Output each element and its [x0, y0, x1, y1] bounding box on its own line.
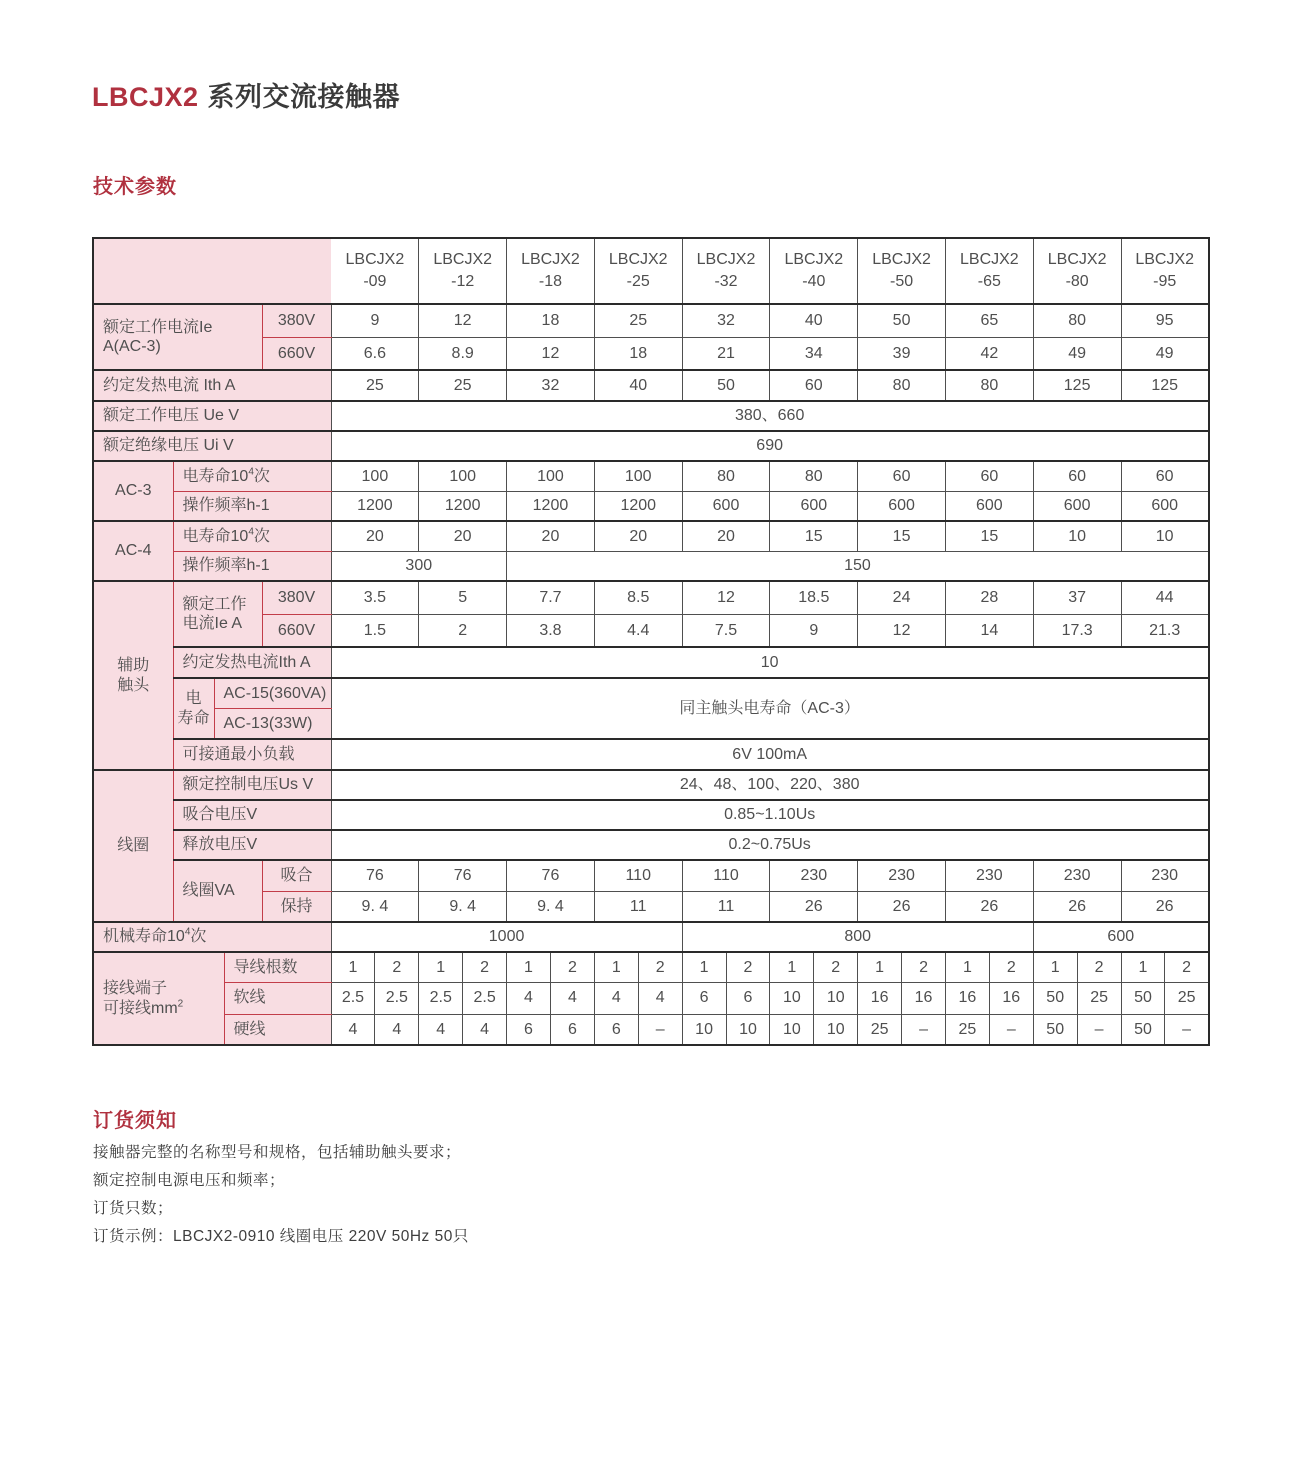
value-cell: 100	[507, 461, 595, 491]
value-cell: 25	[1077, 982, 1121, 1014]
value-cell: 9. 4	[507, 891, 595, 922]
value-cell: 1	[1033, 952, 1077, 982]
value-cell: 4	[594, 982, 638, 1014]
value-cell: 2	[989, 952, 1033, 982]
value-cell: 16	[902, 982, 946, 1014]
row-label-cell: 约定发热电流 Ith A	[93, 370, 331, 401]
value-cell: 80	[770, 461, 858, 491]
value-cell: –	[989, 1014, 1033, 1045]
value-cell: 125	[1033, 370, 1121, 401]
value-cell: 150	[507, 551, 1209, 581]
value-cell: 4	[550, 982, 594, 1014]
value-cell: 37	[1033, 581, 1121, 614]
value-cell: 49	[1121, 337, 1209, 370]
value-cell: 76	[507, 860, 595, 891]
value-cell: 6	[550, 1014, 594, 1045]
value-cell: 690	[331, 431, 1209, 461]
model-header-cell: LBCJX2 -25	[594, 238, 682, 304]
value-cell: 230	[770, 860, 858, 891]
value-cell: 600	[682, 491, 770, 521]
value-cell: 25	[419, 370, 507, 401]
value-cell: 100	[419, 461, 507, 491]
value-cell: 60	[770, 370, 858, 401]
value-cell: 2	[1077, 952, 1121, 982]
value-cell: 4	[638, 982, 682, 1014]
row-label-cell: 操作频率h-1	[173, 551, 331, 581]
value-cell: 1200	[594, 491, 682, 521]
value-cell: 2	[638, 952, 682, 982]
value-cell: 600	[1121, 491, 1209, 521]
value-cell: 4	[331, 1014, 375, 1045]
row-label-cell: AC-3	[93, 461, 173, 521]
value-cell: 26	[770, 891, 858, 922]
value-cell: 7.7	[507, 581, 595, 614]
value-cell: 12	[507, 337, 595, 370]
model-header-cell: LBCJX2 -32	[682, 238, 770, 304]
value-cell: 40	[594, 370, 682, 401]
value-cell: 230	[858, 860, 946, 891]
value-cell: 21	[682, 337, 770, 370]
value-cell: 6	[594, 1014, 638, 1045]
value-cell: 60	[1033, 461, 1121, 491]
row-label-cell: 额定绝缘电压 Ui V	[93, 431, 331, 461]
value-cell: 4	[507, 982, 551, 1014]
value-cell: 1	[594, 952, 638, 982]
value-cell: 2	[902, 952, 946, 982]
value-cell: 25	[1165, 982, 1209, 1014]
table-row	[93, 1014, 1209, 1045]
value-cell: 76	[419, 860, 507, 891]
row-label-cell: 可接通最小负载	[173, 739, 331, 770]
table-row	[93, 922, 1209, 952]
row-label-cell: 保持	[262, 891, 331, 922]
value-cell: 16	[945, 982, 989, 1014]
model-header-cell: LBCJX2 -18	[507, 238, 595, 304]
value-cell: 21.3	[1121, 614, 1209, 647]
value-cell: 16	[858, 982, 902, 1014]
row-label-cell: 额定工作 电流Ie A	[173, 581, 262, 647]
value-cell: 12	[682, 581, 770, 614]
table-row	[93, 401, 1209, 431]
value-cell: 125	[1121, 370, 1209, 401]
value-cell: 1.5	[331, 614, 419, 647]
row-label-cell: 释放电压V	[173, 830, 331, 860]
value-cell: 40	[770, 304, 858, 337]
value-cell: 20	[419, 521, 507, 551]
row-label-cell: 软线	[224, 982, 331, 1014]
value-cell: 15	[945, 521, 1033, 551]
value-cell: 39	[858, 337, 946, 370]
row-label-cell: 机械寿命$10^4$次	[93, 922, 331, 952]
value-cell: 6	[682, 982, 726, 1014]
table-row	[93, 521, 1209, 551]
table-row	[93, 982, 1209, 1014]
row-label-cell: 硬线	[224, 1014, 331, 1045]
value-cell: 18	[594, 337, 682, 370]
value-cell: –	[1077, 1014, 1121, 1045]
table-row	[93, 581, 1209, 614]
value-cell: 15	[858, 521, 946, 551]
value-cell: 50	[1121, 982, 1165, 1014]
value-cell: 2.5	[463, 982, 507, 1014]
value-cell: 10	[1121, 521, 1209, 551]
value-cell: 4	[463, 1014, 507, 1045]
value-cell: 6	[507, 1014, 551, 1045]
value-cell: 2	[814, 952, 858, 982]
value-cell: 20	[682, 521, 770, 551]
value-cell: 65	[945, 304, 1033, 337]
row-label-cell: 吸合电压V	[173, 800, 331, 830]
order-note-line: 接触器完整的名称型号和规格，包括辅助触头要求；	[93, 1144, 462, 1161]
value-cell: 60	[945, 461, 1033, 491]
value-cell: 1	[331, 952, 375, 982]
value-cell: 1	[770, 952, 814, 982]
value-cell: 76	[331, 860, 419, 891]
value-cell: 20	[331, 521, 419, 551]
row-label-cell: 电寿命$10^4$次	[173, 521, 331, 551]
row-label-cell: 导线根数	[224, 952, 331, 982]
table-row	[93, 860, 1209, 891]
table-row	[93, 491, 1209, 521]
value-cell: 10	[1033, 521, 1121, 551]
value-cell: 18.5	[770, 581, 858, 614]
value-cell: 20	[594, 521, 682, 551]
value-cell: 600	[945, 491, 1033, 521]
value-cell: 8.5	[594, 581, 682, 614]
value-cell: 4	[375, 1014, 419, 1045]
value-cell: 0.85~1.10Us	[331, 800, 1209, 830]
value-cell: 2.5	[375, 982, 419, 1014]
value-cell: 14	[945, 614, 1033, 647]
spec-table-body	[93, 238, 1209, 1045]
model-header-cell: LBCJX2 -40	[770, 238, 858, 304]
spec-table	[92, 237, 1210, 1046]
value-cell: 2	[726, 952, 770, 982]
value-cell: 2.5	[331, 982, 375, 1014]
row-label-cell: AC-15(360VA)	[214, 678, 331, 708]
value-cell: 12	[419, 304, 507, 337]
value-cell: 9	[770, 614, 858, 647]
row-label-cell: 额定工作电压 Ue V	[93, 401, 331, 431]
value-cell: 2	[463, 952, 507, 982]
value-cell: 6V 100mA	[331, 739, 1209, 770]
row-label-cell: 380V	[262, 304, 331, 337]
value-cell: 100	[331, 461, 419, 491]
value-cell: 32	[682, 304, 770, 337]
value-cell: 380、660	[331, 401, 1209, 431]
value-cell: 95	[1121, 304, 1209, 337]
value-cell: 4.4	[594, 614, 682, 647]
value-cell: 28	[945, 581, 1033, 614]
value-cell: 600	[858, 491, 946, 521]
value-cell: 24	[858, 581, 946, 614]
row-label-cell: 额定控制电压Us V	[173, 770, 331, 800]
value-cell: 110	[682, 860, 770, 891]
value-cell: 2.5	[419, 982, 463, 1014]
value-cell: 110	[594, 860, 682, 891]
order-note-line: 订货只数；	[93, 1200, 174, 1217]
value-cell: 10	[814, 1014, 858, 1045]
table-row	[93, 739, 1209, 770]
value-cell: 25	[945, 1014, 989, 1045]
value-cell: 600	[1033, 922, 1209, 952]
table-row	[93, 952, 1209, 982]
row-label-cell: 辅助 触头	[93, 581, 173, 770]
corner-cell	[93, 238, 331, 304]
value-cell: –	[902, 1014, 946, 1045]
row-label-cell: 线圈	[93, 770, 173, 922]
value-cell: 1200	[331, 491, 419, 521]
value-cell: 10	[331, 647, 1209, 678]
value-cell: 26	[1033, 891, 1121, 922]
value-cell: 17.3	[1033, 614, 1121, 647]
value-cell: 0.2~0.75Us	[331, 830, 1209, 860]
table-row	[93, 461, 1209, 491]
row-label-cell: AC-13(33W)	[214, 708, 331, 739]
value-cell: 10	[770, 1014, 814, 1045]
value-cell: 4	[419, 1014, 463, 1045]
value-cell: 50	[1033, 1014, 1077, 1045]
model-header-cell: LBCJX2 -95	[1121, 238, 1209, 304]
value-cell: 3.5	[331, 581, 419, 614]
value-cell: 2	[419, 614, 507, 647]
value-cell: 25	[858, 1014, 902, 1045]
value-cell: 230	[1033, 860, 1121, 891]
value-cell: 1	[1121, 952, 1165, 982]
table-row	[93, 770, 1209, 800]
value-cell: 1200	[419, 491, 507, 521]
order-note-line: 订货示例：LBCJX2-0910 线圈电压 220V 50Hz 50只	[93, 1228, 469, 1245]
value-cell: 1	[682, 952, 726, 982]
value-cell: 100	[594, 461, 682, 491]
value-cell: 49	[1033, 337, 1121, 370]
value-cell: 34	[770, 337, 858, 370]
value-cell: 1	[419, 952, 463, 982]
table-row	[93, 431, 1209, 461]
value-cell: 26	[1121, 891, 1209, 922]
value-cell: 800	[682, 922, 1033, 952]
value-cell: 1	[945, 952, 989, 982]
table-row	[93, 304, 1209, 337]
section-heading-tech-params: 技术参数	[93, 176, 177, 198]
value-cell: 3.8	[507, 614, 595, 647]
model-header-cell: LBCJX2 -65	[945, 238, 1033, 304]
value-cell: –	[1165, 1014, 1209, 1045]
value-cell: 26	[858, 891, 946, 922]
row-label-cell: 电寿命$10^4$次	[173, 461, 331, 491]
row-label-cell: 接线端子 可接线$mm^2$	[93, 952, 224, 1045]
value-cell: 300	[331, 551, 507, 581]
value-cell: 50	[682, 370, 770, 401]
value-cell: 5	[419, 581, 507, 614]
table-row	[93, 800, 1209, 830]
value-cell: 1	[858, 952, 902, 982]
value-cell: 10	[770, 982, 814, 1014]
value-cell: 11	[594, 891, 682, 922]
value-cell: 25	[331, 370, 419, 401]
order-notes	[93, 1139, 469, 1251]
value-cell: –	[638, 1014, 682, 1045]
value-cell: 9	[331, 304, 419, 337]
value-cell: 16	[989, 982, 1033, 1014]
model-header-cell: LBCJX2 -09	[331, 238, 419, 304]
value-cell: 44	[1121, 581, 1209, 614]
value-cell: 600	[770, 491, 858, 521]
value-cell: 9. 4	[419, 891, 507, 922]
row-label-cell: 操作频率h-1	[173, 491, 331, 521]
row-label-cell: 380V	[262, 581, 331, 614]
value-cell: 2	[1165, 952, 1209, 982]
value-cell: 11	[682, 891, 770, 922]
value-cell: 10	[814, 982, 858, 1014]
page-title	[92, 82, 400, 112]
value-cell: 1200	[507, 491, 595, 521]
row-label-cell: AC-4	[93, 521, 173, 581]
value-cell: 50	[1033, 982, 1077, 1014]
value-cell: 1000	[331, 922, 682, 952]
value-cell: 12	[858, 614, 946, 647]
value-cell: 9. 4	[331, 891, 419, 922]
value-cell: 1	[507, 952, 551, 982]
value-cell: 80	[1033, 304, 1121, 337]
row-label-cell: 660V	[262, 337, 331, 370]
page-title-brand: LBCJX2	[92, 82, 199, 112]
page-title-rest: 系列交流接触器	[207, 82, 401, 112]
value-cell: 230	[945, 860, 1033, 891]
value-cell: 80	[682, 461, 770, 491]
table-row	[93, 647, 1209, 678]
value-cell: 15	[770, 521, 858, 551]
row-label-cell: 约定发热电流Ith A	[173, 647, 331, 678]
row-label-cell: 线圈VA	[173, 860, 262, 922]
value-cell: 24、48、100、220、380	[331, 770, 1209, 800]
value-cell: 80	[858, 370, 946, 401]
row-label-cell: 电 寿命	[173, 678, 214, 739]
value-cell: 10	[682, 1014, 726, 1045]
value-cell: 230	[1121, 860, 1209, 891]
value-cell: 60	[1121, 461, 1209, 491]
table-row	[93, 551, 1209, 581]
value-cell: 2	[550, 952, 594, 982]
value-cell: 32	[507, 370, 595, 401]
value-cell: 同主触头电寿命（AC-3）	[331, 678, 1209, 739]
value-cell: 26	[945, 891, 1033, 922]
value-cell: 2	[375, 952, 419, 982]
row-label-cell: 吸合	[262, 860, 331, 891]
table-row	[93, 830, 1209, 860]
value-cell: 6.6	[331, 337, 419, 370]
value-cell: 6	[726, 982, 770, 1014]
section-heading-order-info: 订货须知	[93, 1110, 177, 1132]
value-cell: 42	[945, 337, 1033, 370]
row-label-cell: 660V	[262, 614, 331, 647]
order-note-line: 额定控制电源电压和频率；	[93, 1172, 286, 1189]
model-header-cell: LBCJX2 -80	[1033, 238, 1121, 304]
table-row	[93, 678, 1209, 708]
value-cell: 8.9	[419, 337, 507, 370]
value-cell: 50	[1121, 1014, 1165, 1045]
value-cell: 80	[945, 370, 1033, 401]
table-row	[93, 370, 1209, 401]
value-cell: 600	[1033, 491, 1121, 521]
row-label-cell: 额定工作电流Ie A(AC-3)	[93, 304, 262, 370]
value-cell: 50	[858, 304, 946, 337]
value-cell: 60	[858, 461, 946, 491]
value-cell: 10	[726, 1014, 770, 1045]
value-cell: 20	[507, 521, 595, 551]
value-cell: 18	[507, 304, 595, 337]
model-header-cell: LBCJX2 -12	[419, 238, 507, 304]
value-cell: 7.5	[682, 614, 770, 647]
value-cell: 25	[594, 304, 682, 337]
model-header-cell: LBCJX2 -50	[858, 238, 946, 304]
table-row	[93, 238, 1209, 304]
